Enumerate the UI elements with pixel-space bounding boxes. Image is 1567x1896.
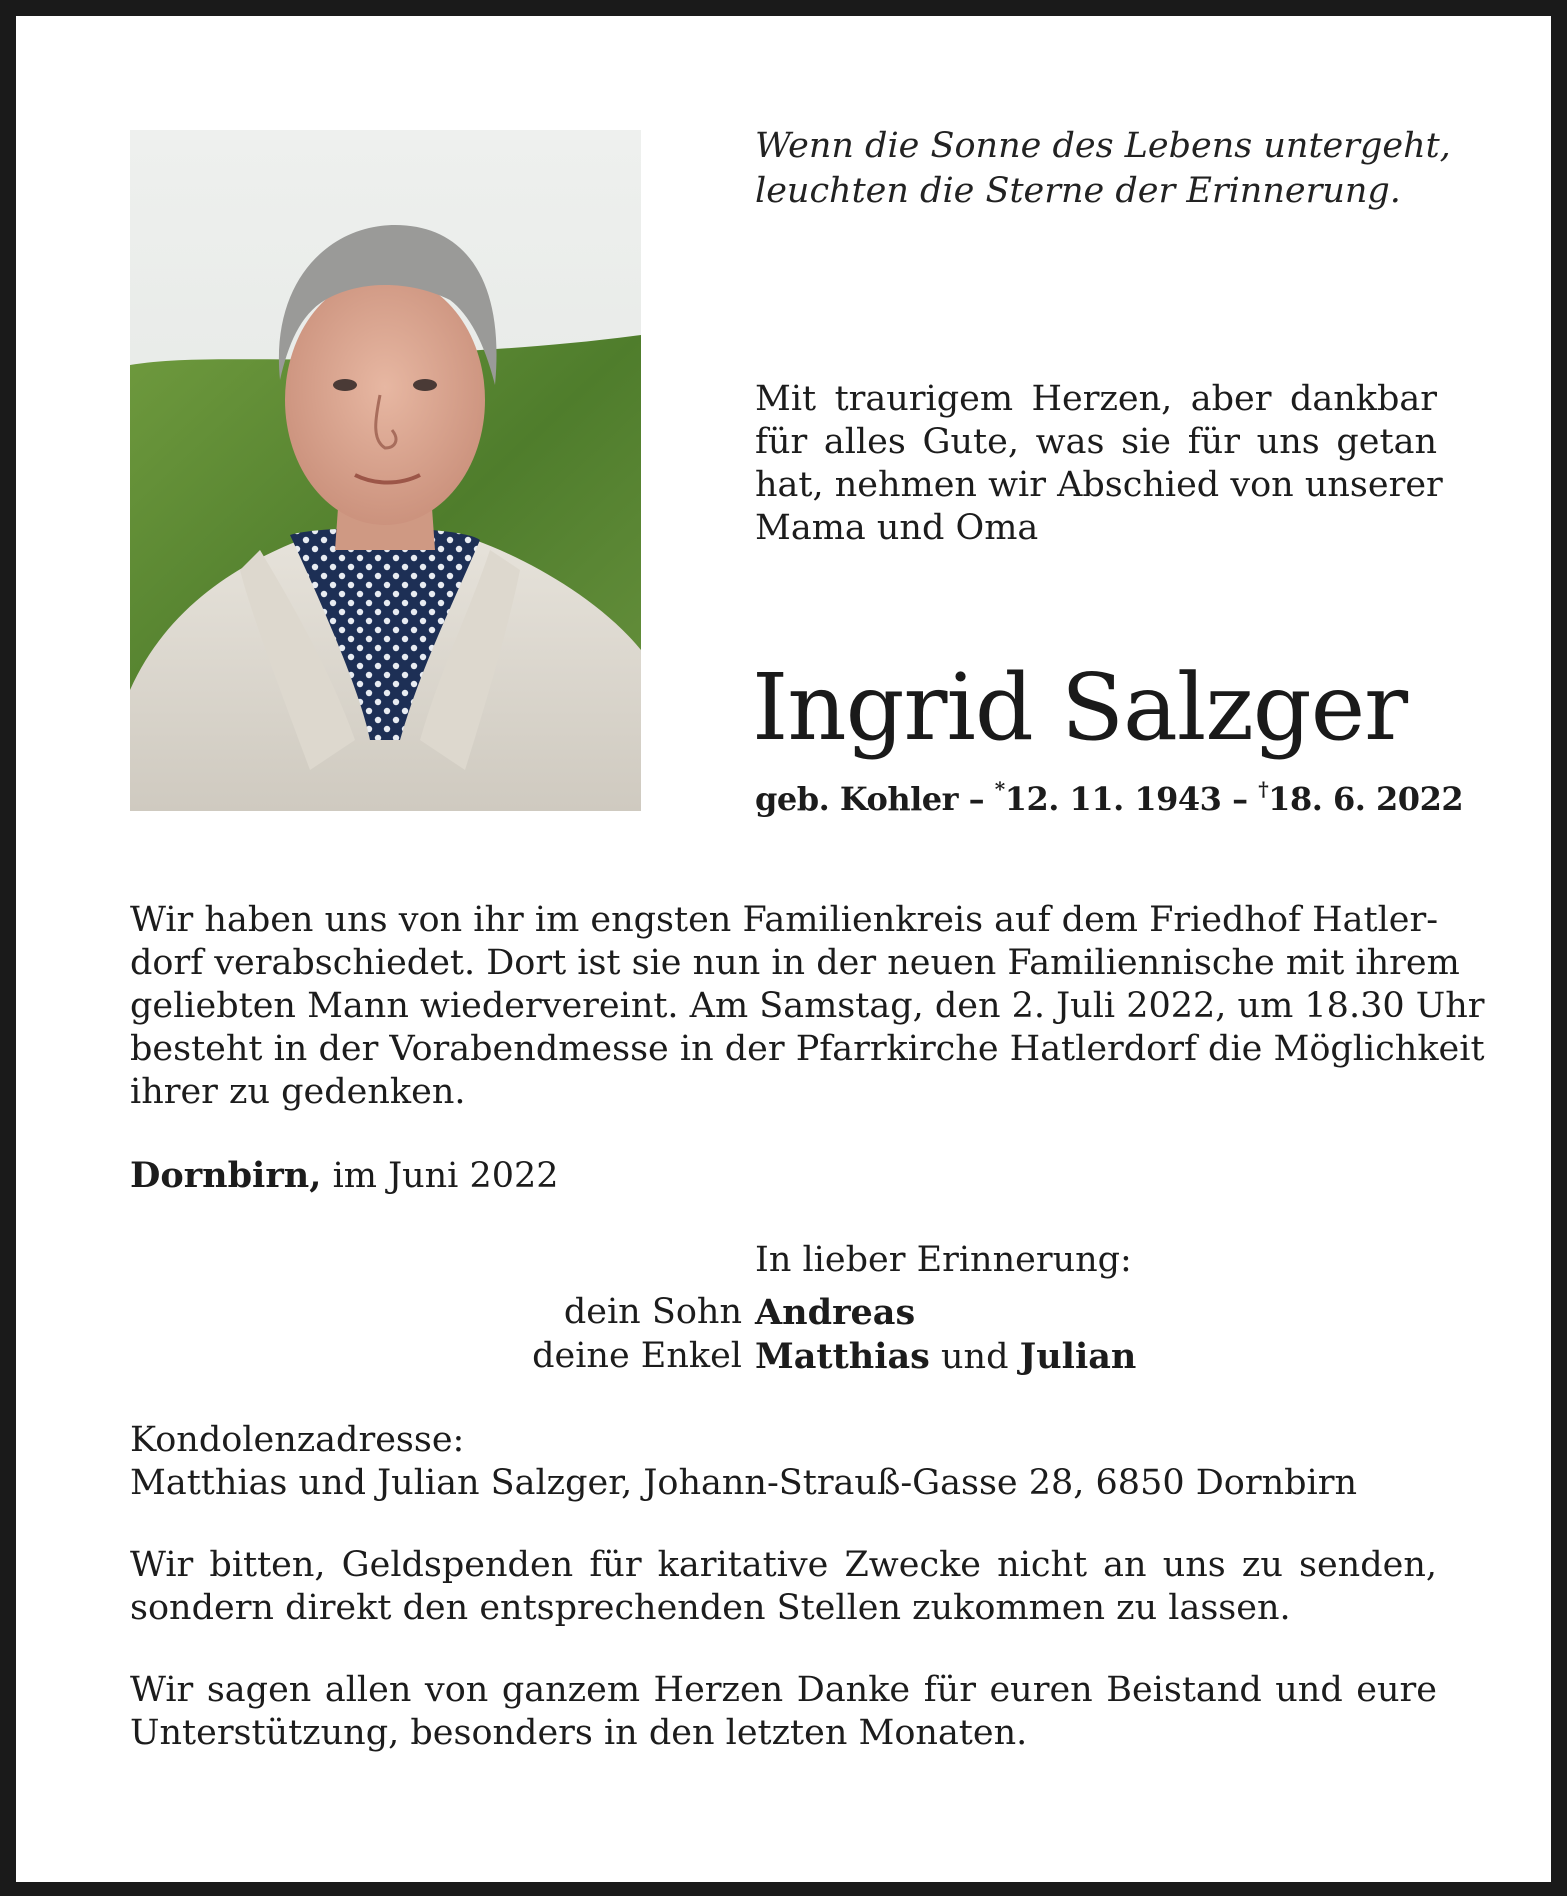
quote-line: Wenn die Sonne des Lebens untergeht, <box>755 126 1451 166</box>
son-relation-row <box>420 1291 742 1334</box>
son-relation: dein Sohn <box>563 1292 742 1332</box>
signature-heading: In lieber Erinnerung: <box>755 1240 1132 1280</box>
death-date: 18. 6. 2022 <box>1268 780 1464 818</box>
intro-line: für alles Gute, was sie für uns getan <box>755 422 1437 462</box>
condolence-address <box>130 1419 1437 1505</box>
intro-line: hat, nehmen wir Abschied von unserer <box>755 465 1443 505</box>
donation-note <box>130 1544 1437 1630</box>
life-dates <box>755 778 1463 820</box>
conjunction: und <box>929 1337 1020 1377</box>
notice-line: besteht in der Vorabendmesse in der Pfarrkirche Hatlerdorf die Möglichkeit <box>130 1029 1485 1069</box>
intro-line: Mama und Oma <box>755 508 1039 548</box>
separator: – <box>957 780 995 818</box>
birth-date: 12. 11. 1943 <box>1004 780 1222 818</box>
grandchildren-relation-row <box>420 1335 742 1378</box>
place: Dornbirn, <box>130 1155 322 1196</box>
thanks-note <box>130 1669 1437 1755</box>
grandchildren-names <box>755 1335 1136 1379</box>
donation-line: sondern direkt den entsprechenden Stellen zukommen zu lassen. <box>130 1588 1291 1628</box>
notice-line: geliebten Mann wiedervereint. Am Samstag, den 2. Juli 2022, um 18.30 Uhr <box>130 986 1485 1026</box>
deceased-name: Ingrid Salzger <box>752 654 1408 761</box>
grandchild-name: Julian <box>1019 1336 1137 1377</box>
notice-line: Wir haben uns von ihr im engsten Familienkreis auf dem Friedhof Hatler- <box>130 900 1439 940</box>
son-names <box>755 1291 915 1335</box>
place-date <box>130 1154 559 1198</box>
separator: – <box>1221 780 1259 818</box>
condolence-address-line: Matthias und Julian Salzger, Johann-Strauß-Gasse 28, 6850 Dornbirn <box>130 1463 1358 1503</box>
birth-name: geb. Kohler <box>755 780 958 818</box>
portrait-image <box>130 130 641 811</box>
intro-paragraph <box>755 378 1443 550</box>
date: im Juni 2022 <box>321 1156 559 1196</box>
donation-line: Wir bitten, Geldspenden für karitative Zwecke nicht an uns zu senden, <box>130 1545 1437 1585</box>
thanks-line: Wir sagen allen von ganzem Herzen Danke für euren Beistand und eure <box>130 1670 1437 1710</box>
memorial-quote <box>755 124 1455 214</box>
intro-line: Mit traurigem Herzen, aber dankbar <box>755 379 1437 419</box>
notice-line: ihrer zu gedenken. <box>130 1072 466 1112</box>
grandchild-name: Matthias <box>755 1336 930 1377</box>
birth-symbol: * <box>994 777 1005 801</box>
grandchildren-relation: deine Enkel <box>532 1336 742 1376</box>
condolence-label: Kondolenzadresse: <box>130 1420 465 1460</box>
quote-line: leuchten die Sterne der Erinnerung. <box>755 171 1401 211</box>
notice-line: dorf verabschiedet. Dort ist sie nun in der neuen Familiennische mit ihrem <box>130 943 1460 983</box>
death-symbol: † <box>1258 777 1269 801</box>
thanks-line: Unterstützung, besonders in den letzten Monaten. <box>130 1713 1028 1753</box>
portrait-photo <box>130 130 641 811</box>
funeral-notice <box>130 899 1485 1114</box>
son-name: Andreas <box>755 1292 916 1333</box>
